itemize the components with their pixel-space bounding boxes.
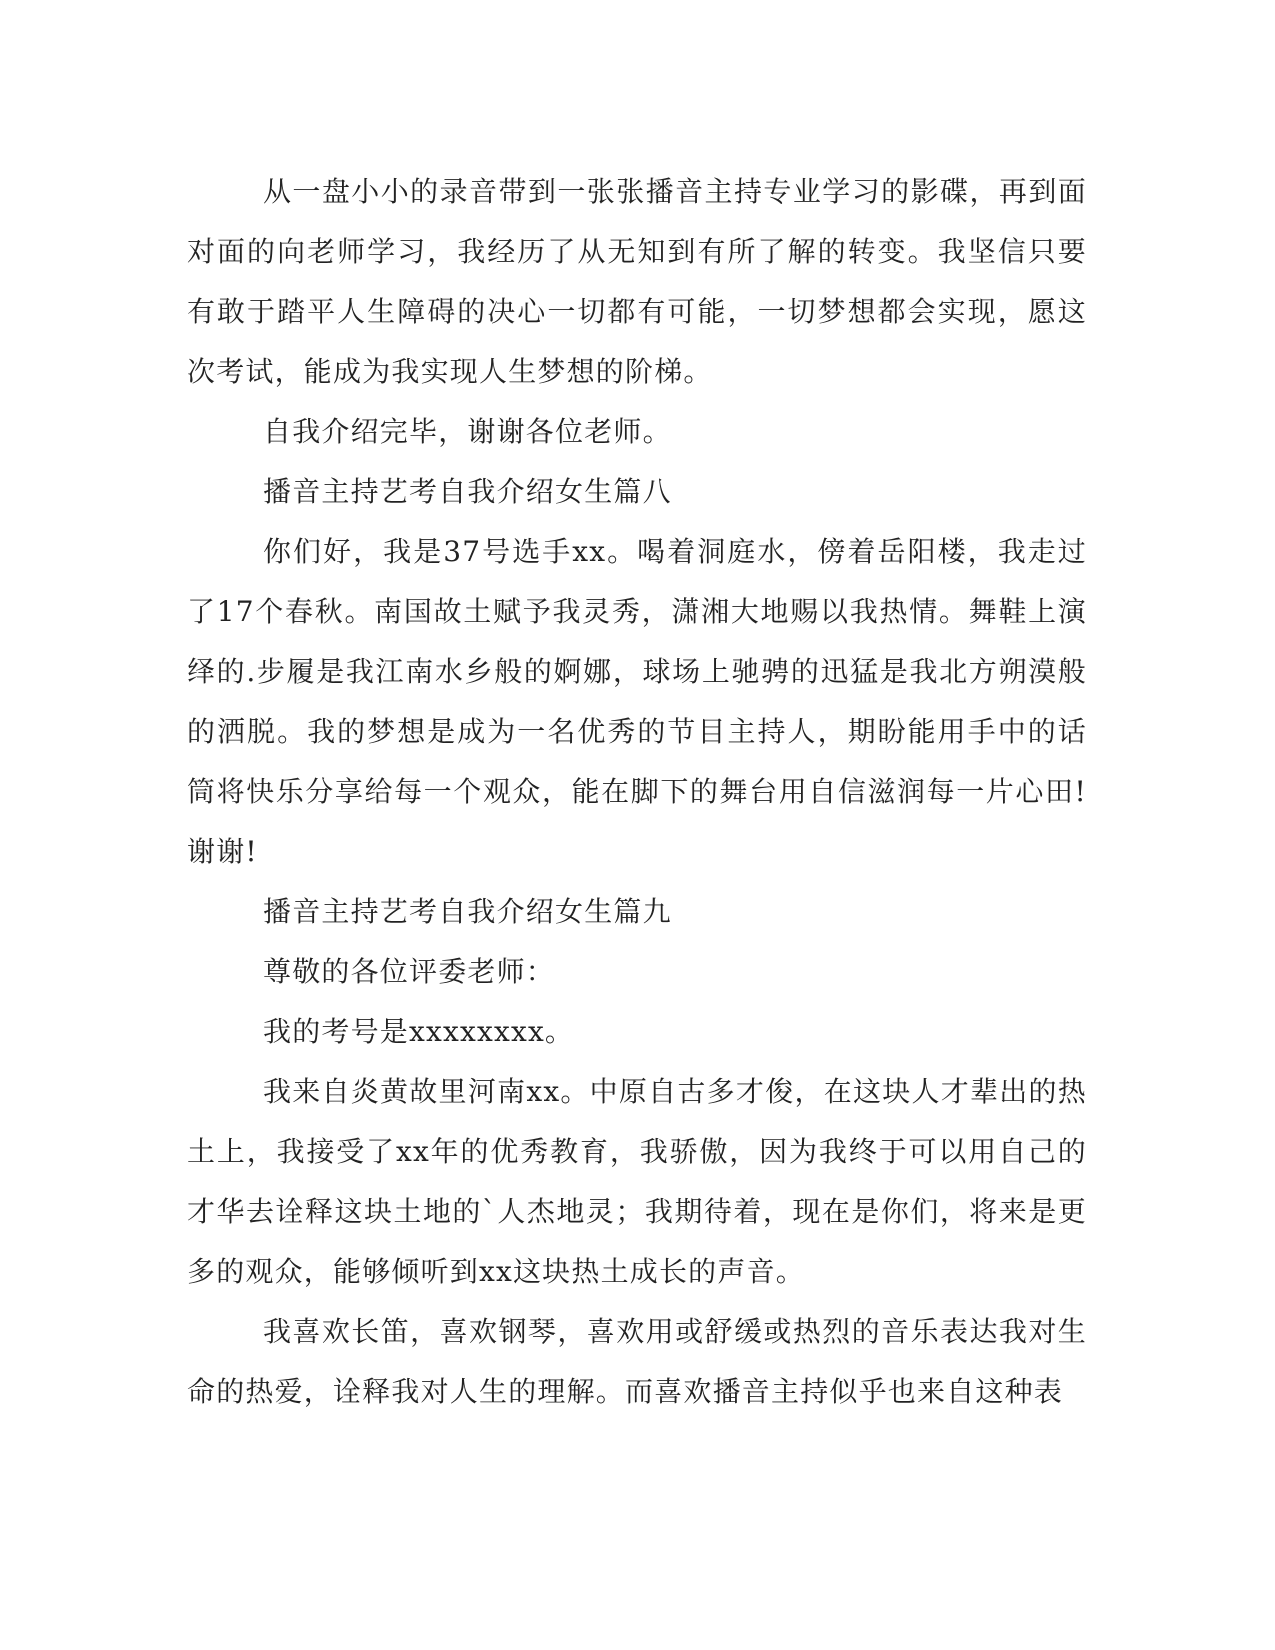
paragraph: 你们好，我是37号选手xx。喝着洞庭水，傍着岳阳楼，我走过了17个春秋。南国故土赋予我灵秀，潇湘大地赐以我热情。舞鞋上演绎的.步履是我江南水乡般的婀娜，球场上驰骋的迅猛是我北方朔漠般的洒脱。我的梦想是成为一名优秀的节目主持人，期盼能用手中的话筒将快乐分享给每一个观众，能在脚下的舞台用自信滋润每一片心田!谢谢!: [187, 535, 1087, 868]
section-heading: 播音主持艺考自我介绍女生篇八: [263, 475, 672, 508]
paragraph: 尊敬的各位评委老师：: [263, 955, 556, 988]
paragraph: 我来自炎黄故里河南xx。中原自古多才俊，在这块人才辈出的热土上，我接受了xx年的优秀教育，我骄傲，因为我终于可以用自己的才华去诠释这块土地的`人杰地灵；我期待着，现在是你们，将来是更多的观众，能够倾听到xx这块热土成长的声音。: [187, 1075, 1087, 1288]
paragraph: 从一盘小小的录音带到一张张播音主持专业学习的影碟，再到面对面的向老师学习，我经历了从无知到有所了解的转变。我坚信只要有敢于踏平人生障碍的决心一切都有可能，一切梦想都会实现，愿这次考试，能成为我实现人生梦想的阶梯。: [187, 175, 1087, 388]
paragraph: 我的考号是xxxxxxxx。: [263, 1015, 575, 1048]
document-body: [187, 162, 1087, 1422]
paragraph: 我喜欢长笛，喜欢钢琴，喜欢用或舒缓或热烈的音乐表达我对生命的热爱，诠释我对人生的理解。而喜欢播音主持似乎也来自这种表: [187, 1315, 1087, 1408]
section-heading: 播音主持艺考自我介绍女生篇九: [263, 895, 672, 928]
paragraph: 自我介绍完毕，谢谢各位老师。: [263, 415, 672, 448]
